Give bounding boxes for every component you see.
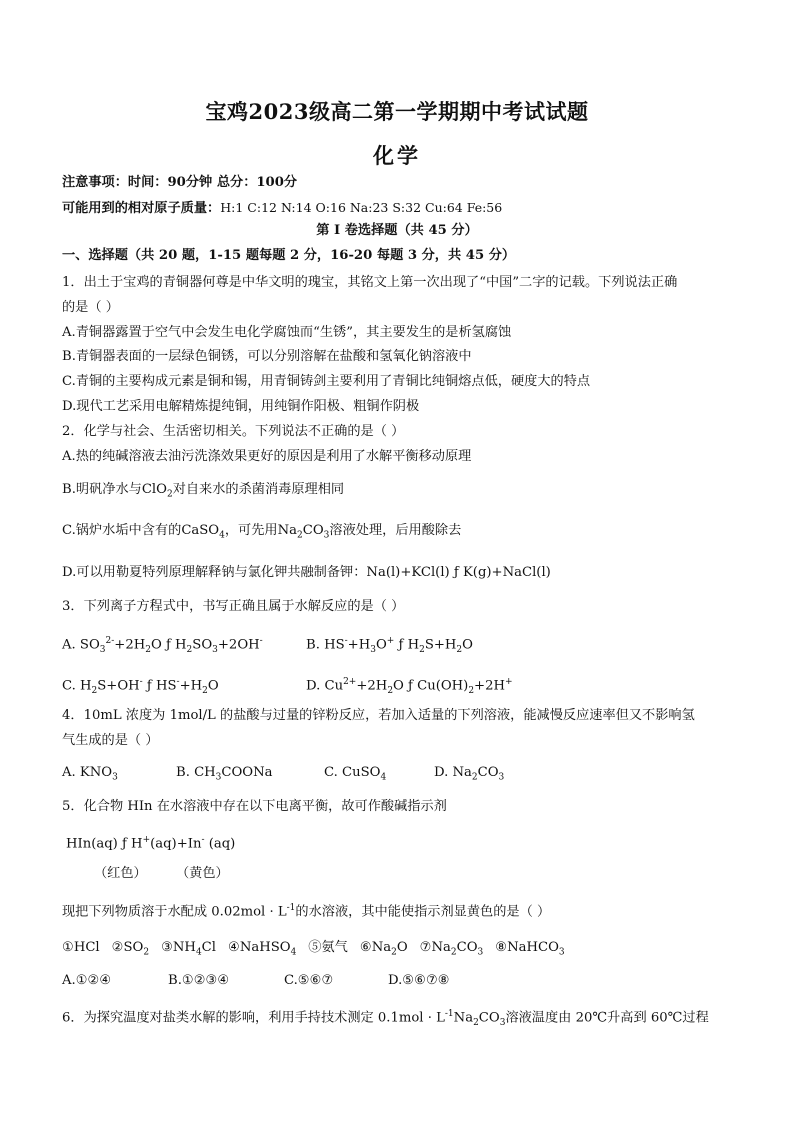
- volume-title: 第 I 卷选择题（共 45 分）: [316, 223, 478, 238]
- q5-equation: HIn(aq) ƒ H+(aq)+In- (aq): [66, 835, 236, 852]
- q4-stem: 4．10mL 浓度为 1mol/L 的盐酸与过量的锌粉反应，若加入适量的下列溶液，能减慢反应速率但又不影响氢: [62, 708, 695, 723]
- part-title: 一、选择题（共 20 题，1-15 题每题 2 分，16-20 每题 3 分，共 45 分）: [62, 248, 516, 263]
- q4-option-b: B. $CH_3COONa$: [176, 765, 273, 783]
- q5-substance-item: ⑧NaHCO$_3$: [495, 940, 565, 958]
- q2-option-b: B.明矾净水与ClO$_2$对自来水的杀菌消毒原理相同: [62, 482, 345, 500]
- exam-title: 宝鸡2023级高二第一学期期中考试试题: [205, 99, 589, 124]
- q4-option-d: D. $Na_2CO_3$: [434, 765, 505, 783]
- q5-option-a: A.①②④: [62, 973, 112, 988]
- q2-option-d: D.可以用勒夏特列原理解释钠与氯化钾共融制备钾：Na(l)+KCl(l) ƒ K(g)+NaCl(l): [62, 565, 551, 580]
- q5-stem: 5．化合物 HIn 在水溶液中存在以下电离平衡，故可作酸碱指示剂: [62, 799, 447, 814]
- q5-substance-list: [62, 939, 742, 962]
- q5-substance-item: $⑦Na_2CO_3$: [419, 940, 484, 958]
- subject-title: 化学: [373, 143, 421, 168]
- q5-yellow-label: （黄色）: [176, 866, 229, 881]
- q1-option-b: B.青铜器表面的一层绿色铜锈，可以分别溶解在盐酸和氢氧化钠溶液中: [62, 349, 472, 364]
- notes-line: 注意事项：时间：90分钟 总分：100分: [62, 175, 298, 190]
- q5-red-label: （红色）: [94, 866, 147, 881]
- atomic-mass-values: H:1 C:12 N:14 O:16 Na:23 S:32 Cu:64 Fe:56: [220, 200, 503, 215]
- q1-option-c: C.青铜的主要构成元素是铜和锡，用青铜铸剑主要利用了青铜比纯铜熔点低，硬度大的特点: [62, 374, 591, 389]
- q1-stem: 1．出土于宝鸡的青铜器何尊是中华文明的瑰宝，其铭文上第一次出现了“中国”二字的记载。下列说法正确: [62, 275, 678, 290]
- q5-substance-item: $⑥Na_2O$: [359, 940, 408, 958]
- q5-substance-item: $③NH_4Cl$: [161, 940, 216, 958]
- q1-option-a: A.青铜器露置于空气中会发生电化学腐蚀而“生锈”，其主要发生的是析氢腐蚀: [62, 325, 512, 340]
- q2-stem: 2．化学与社会、生活密切相关。下列说法不正确的是（ ）: [62, 424, 405, 439]
- q5-option-c: C.⑤⑥⑦: [284, 973, 334, 988]
- q2-option-a: A.热的纯碱溶液去油污洗涤效果更好的原因是利用了水解平衡移动原理: [62, 449, 472, 464]
- q1-stem-cont: 的是（ ）: [62, 300, 119, 315]
- q5-substance-item: ④NaHSO$_4$: [227, 940, 297, 958]
- q3-option-b: B. $HS^-+H_3O^+$ ƒ $H_2S+H_2O$: [306, 636, 473, 656]
- q5-substance-item: ①HCl: [62, 940, 100, 955]
- q5-option-d: D.⑤⑥⑦⑧: [388, 973, 450, 988]
- q6-stem: 6．为探究温度对盐类水解的影响，利用手持技术测定 $0.1mol \cdot L^{-1}Na_2CO_3$溶液温度由 20℃升高到 60℃过程: [62, 1009, 709, 1029]
- q1-option-d: D.现代工艺采用电解精炼提纯铜，用纯铜作阳极、粗铜作阴极: [62, 399, 420, 414]
- q3-option-c: C. $H_2S+OH^-$ ƒ $HS^-+H_2O$: [62, 677, 219, 697]
- q5-substance-item: $②SO_2$: [111, 940, 150, 958]
- q5-substance-item: ⑤氨气: [308, 940, 348, 955]
- atomic-mass-label: 可能用到的相对原子质量：: [62, 201, 221, 216]
- q4-stem-cont: 气生成的是（ ）: [62, 733, 159, 748]
- q3-option-a: A. $SO_3^{2-}+2H_2O$ ƒ $H_2SO_3+2OH^-$: [62, 636, 263, 656]
- q3-options-ab: [62, 632, 742, 659]
- q5-colors: [94, 865, 774, 883]
- q3-options-cd: [62, 673, 742, 700]
- q2-option-c: C.锅炉水垢中含有的CaSO$_4$，可先用$Na_2CO_3$溶液处理，后用酸除去: [62, 523, 462, 541]
- q3-stem: 3．下列离子方程式中，书写正确且属于水解反应的是（ ）: [62, 599, 405, 614]
- q4-option-c: C. CuSO$_4$: [324, 765, 387, 783]
- q5-question: 现把下列物质溶于水配成 $0.02mol \cdot L^{-1}$的水溶液，其中能使指示剂显黄色的是（ ）: [62, 903, 551, 920]
- q4-options: [62, 764, 742, 787]
- q5-options: [62, 972, 742, 990]
- q4-option-a: A. $KNO_3$: [62, 765, 118, 783]
- q5-option-b: B.①②③④: [168, 973, 230, 988]
- atomic-mass-line: [62, 199, 742, 218]
- q3-option-d: D. $Cu^{2+}+2H_2O$ ƒ $Cu(OH)_2+2H^+$: [306, 677, 513, 697]
